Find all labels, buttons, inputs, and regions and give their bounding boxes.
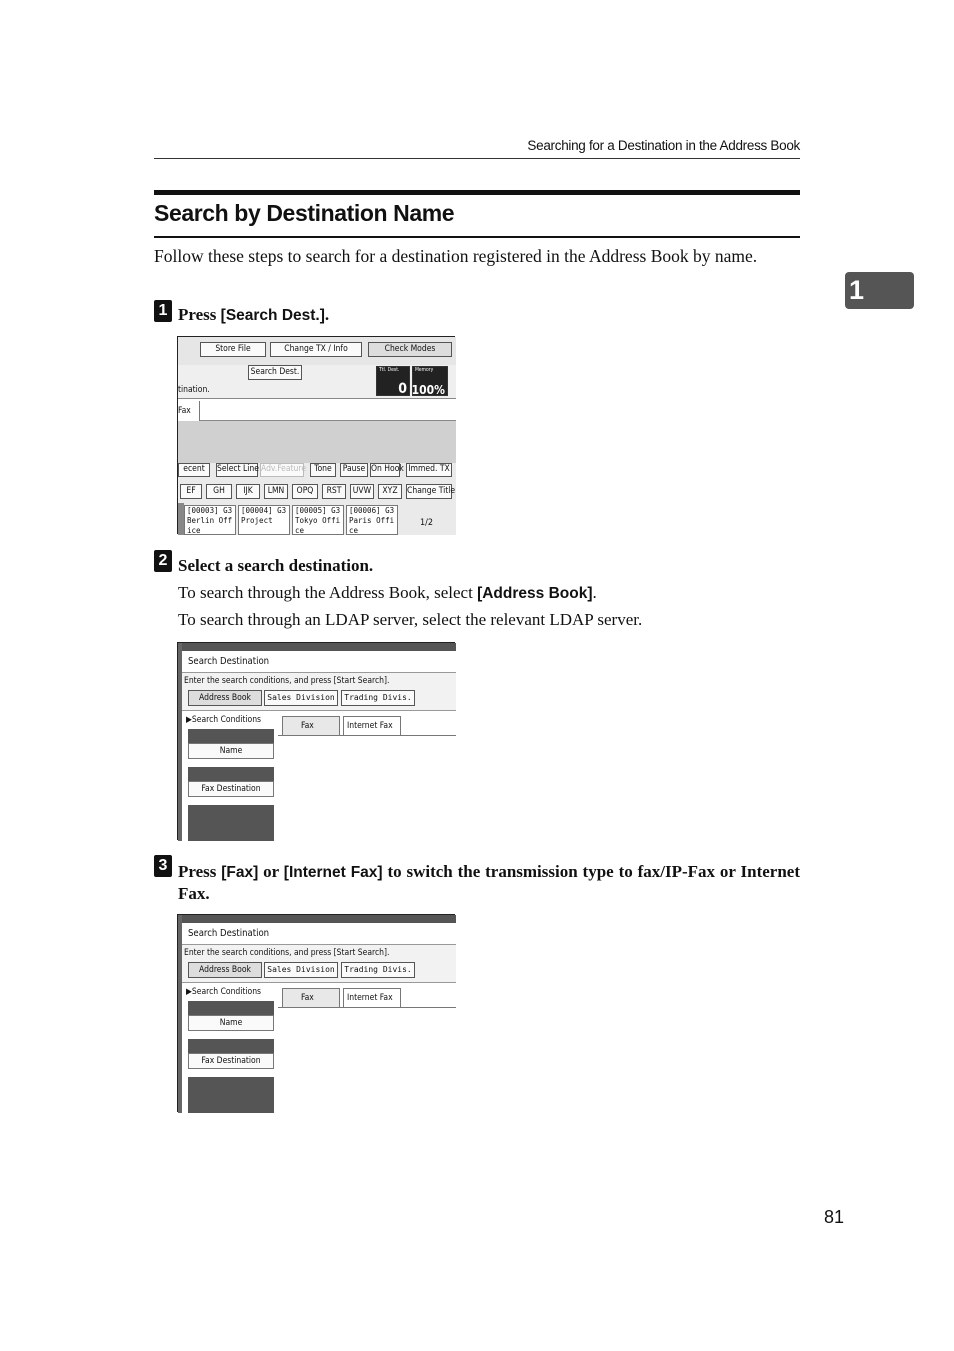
name-button[interactable]: Name: [188, 743, 274, 759]
adv-feature-button: Adv.Feature: [260, 463, 304, 477]
store-file-button[interactable]: Store File: [200, 342, 266, 357]
ijk-key[interactable]: IJK: [236, 484, 260, 499]
opq-key[interactable]: OPQ: [292, 484, 318, 499]
fax-dest-dark-bar: [188, 1039, 274, 1053]
internet-fax-tab[interactable]: Internet Fax: [343, 988, 401, 1007]
recent-button[interactable]: ecent: [178, 463, 210, 477]
intro-paragraph: Follow these steps to search for a destination registered in the Address Book by name.: [154, 246, 758, 266]
sales-division-button[interactable]: Sales Division: [264, 962, 338, 978]
destination-entry[interactable]: [00005] G3 Tokyo Offi ce: [292, 505, 344, 535]
header-bar: [178, 915, 456, 923]
gh-key[interactable]: GH: [206, 484, 232, 499]
name-dark-bar: [188, 1001, 274, 1015]
fax-destination-button[interactable]: Fax Destination: [188, 781, 274, 797]
screen-title: Search Destination: [182, 923, 456, 945]
header-rule: [154, 158, 800, 159]
status-text: tination.: [178, 385, 210, 395]
step-2-sub-ldap: To search through an LDAP server, select the relevant LDAP server.: [178, 610, 643, 629]
on-hook-button[interactable]: On Hook: [370, 463, 400, 477]
title-rule-top: [154, 190, 800, 195]
search-dest-button[interactable]: Search Dest.: [248, 365, 302, 380]
step-2-text: Select a search destination.: [178, 556, 374, 575]
instruction-text: Enter the search conditions, and press [Start Search].: [184, 948, 390, 958]
change-tx-info-button[interactable]: Change TX / Info: [270, 342, 362, 357]
memory-counter: Memory 100%: [412, 366, 448, 396]
address-book-button[interactable]: Address Book: [188, 690, 262, 706]
step-3-text: Press [Fax] or [Internet Fax] to switch the transmission type to fax/IP-Fax or Internet Fax.: [178, 862, 800, 903]
destination-entry[interactable]: [00003] G3 Berlin Off ice: [184, 505, 236, 535]
step-3-number: 3: [154, 855, 172, 877]
fax-dest-dark-bar: [188, 767, 274, 781]
trading-division-button[interactable]: Trading Divis.: [341, 962, 415, 978]
header-bar: [178, 643, 456, 651]
lmn-key[interactable]: LMN: [264, 484, 288, 499]
tone-button[interactable]: Tone: [310, 463, 336, 477]
display-area: [178, 421, 456, 463]
xyz-key[interactable]: XYZ: [378, 484, 402, 499]
dark-block: [188, 1077, 274, 1113]
trading-division-button[interactable]: Trading Divis.: [341, 690, 415, 706]
search-conditions-label: ▶Search Conditions: [186, 715, 262, 725]
select-line-button[interactable]: Select Line: [216, 463, 258, 477]
search-conditions-label: ▶Search Conditions: [186, 987, 262, 997]
search-destination-screenshot: [177, 642, 455, 840]
section-title: Search by Destination Name: [154, 200, 455, 226]
uvw-key[interactable]: UVW: [350, 484, 374, 499]
fax-destination-button[interactable]: Fax Destination: [188, 1053, 274, 1069]
rst-key[interactable]: RST: [322, 484, 346, 499]
name-dark-bar: [188, 729, 274, 743]
chapter-tab: 1: [845, 272, 914, 309]
fax-tab[interactable]: Fax: [282, 716, 340, 735]
total-dest-counter: Ttl. Dest. 0: [376, 366, 410, 396]
destination-entry[interactable]: [00004] G3 Project: [238, 505, 290, 535]
tab-line: [178, 399, 456, 421]
step-1-number: 1: [154, 300, 172, 322]
dark-block: [188, 805, 274, 841]
step-2-sub-address-book: To search through the Address Book, select [Address Book].: [178, 583, 597, 602]
page-number: 81: [824, 1207, 845, 1227]
name-button[interactable]: Name: [188, 1015, 274, 1031]
internet-fax-tab[interactable]: Internet Fax: [343, 716, 401, 735]
search-destination-screenshot: [177, 914, 455, 1112]
running-head: Searching for a Destination in the Address Book: [527, 138, 800, 153]
fax-tab[interactable]: Fax: [178, 401, 200, 421]
pause-button[interactable]: Pause: [340, 463, 368, 477]
fax-screen-screenshot: [177, 336, 455, 534]
abc-key[interactable]: EF: [180, 484, 202, 499]
instruction-text: Enter the search conditions, and press [Start Search].: [184, 676, 390, 686]
destination-entry[interactable]: [00006] G3 Paris Offi ce: [346, 505, 398, 535]
change-title-button[interactable]: Change Title: [406, 484, 452, 499]
title-rule-bottom: [154, 236, 800, 238]
address-book-button[interactable]: Address Book: [188, 962, 262, 978]
page-indicator: 1/2: [420, 518, 434, 528]
screen-title: Search Destination: [182, 651, 456, 673]
step-1-text: Press [Search Dest.].: [178, 305, 330, 324]
sales-division-button[interactable]: Sales Division: [264, 690, 338, 706]
check-modes-button[interactable]: Check Modes: [368, 342, 452, 357]
immed-tx-button[interactable]: Immed. TX: [406, 463, 452, 477]
step-2-number: 2: [154, 550, 172, 572]
fax-tab[interactable]: Fax: [282, 988, 340, 1007]
